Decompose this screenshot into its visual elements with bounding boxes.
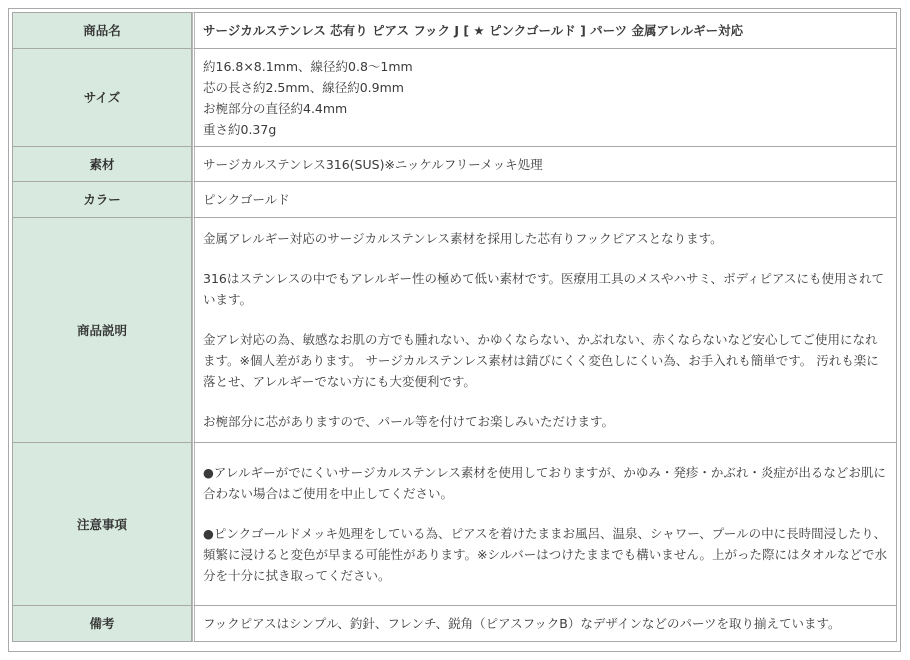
color-value: ピンクゴールド	[192, 182, 897, 218]
size-value	[192, 49, 897, 147]
material-value: サージカルステンレス316(SUS)※ニッケルフリーメッキ処理	[192, 147, 897, 182]
table-row-material	[12, 147, 897, 182]
product-name-value: サージカルステンレス 芯有り ピアス フック J [ ★ ピンクゴールド ] パーツ 金属アレルギー対応	[192, 12, 897, 49]
description-paragraph: 金属アレルギー対応のサージカルステンレス素材を採用した芯有りフックピアスとなります。	[203, 231, 723, 246]
table-row-description	[12, 218, 897, 443]
row-label-remarks: 備考	[12, 606, 192, 642]
table-row-name	[12, 12, 897, 49]
row-label-material: 素材	[12, 147, 192, 182]
table-row-color	[12, 182, 897, 218]
row-label-notes: 注意事項	[12, 443, 192, 606]
notes-paragraph: ●ピンクゴールドメッキ処理をしている為、ピアスを着けたままお風呂、温泉、シャワー、プールの中に長時間浸したり、頻繁に浸けると変色が早まる可能性があります。※シルバーはつけたままでも構いません。上がった際にはタオルなどで水分を十分に拭き取ってください。	[203, 526, 888, 583]
notes-paragraph: ●アレルギーがでにくいサージカルステンレス素材を使用しておりますが、かゆみ・発疹・かぶれ・炎症が出るなどお肌に合わない場合はご使用を中止してください。	[203, 465, 886, 501]
size-line: 重さ約0.37g	[203, 121, 277, 137]
row-label-name: 商品名	[12, 12, 192, 49]
notes-value	[192, 443, 897, 606]
size-line: 芯の長さ約2.5mm、線径約0.9mm	[203, 79, 404, 95]
row-label-size: サイズ	[12, 49, 192, 147]
description-paragraph: お椀部分に芯がありますので、パール等を付けてお楽しみいただけます。	[203, 414, 615, 429]
table-row-notes	[12, 443, 897, 606]
row-label-color: カラー	[12, 182, 192, 218]
size-line: お椀部分の直径約4.4mm	[203, 100, 348, 116]
description-paragraph: 316はステンレスの中でもアレルギー性の極めて低い素材です。医療用工具のメスやハサミ、ボディピアスにも使用されています。	[203, 271, 884, 307]
remarks-value: フックピアスはシンプル、釣針、フレンチ、鋭角（ピアスフックB）なデザインなどのパーツを取り揃えています。	[192, 606, 897, 642]
table-row-remarks	[12, 606, 897, 642]
size-line: 約16.8×8.1mm、線径約0.8～1mm	[203, 58, 413, 74]
description-paragraph: 金アレ対応の為、敏感なお肌の方でも腫れない、かゆくならない、かぶれない、赤くならないなど安心してご使用になれます。※個人差があります。 サージカルステンレス素材は錆びにくく変色しにくい為、お手入れも簡単です。 汚れも楽に落とせ、アレルギーでない方にも大変便利です。	[203, 332, 879, 389]
row-label-description: 商品説明	[12, 218, 192, 443]
table-row-size	[12, 49, 897, 147]
description-value	[192, 218, 897, 443]
product-spec-table	[12, 12, 897, 642]
